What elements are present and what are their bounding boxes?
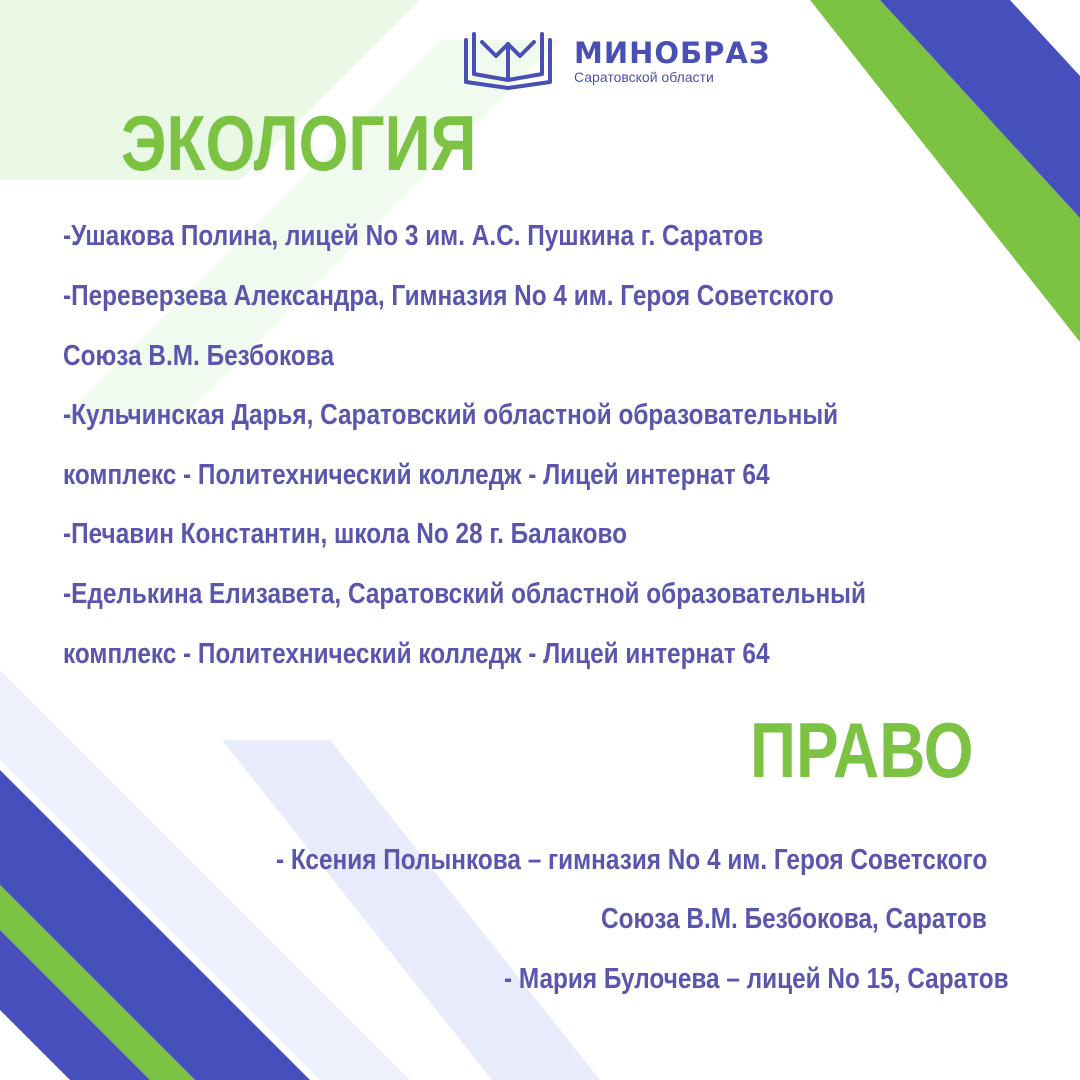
ecology-line: комплекс - Политехнический колледж - Лицей интернат 64 [63, 459, 770, 491]
law-heading: ПРАВО [750, 706, 974, 794]
ecology-line: -Еделькина Елизавета, Саратовский областной образовательный [63, 578, 866, 610]
ecology-line: -Ушакова Полина, лицей No 3 им. А.С. Пушкина г. Саратов [63, 220, 764, 252]
ecology-line: -Переверзева Александра, Гимназия No 4 им. Героя Советского [63, 280, 834, 312]
ecology-heading: ЭКОЛОГИЯ [121, 99, 477, 187]
ecology-line: комплекс - Политехнический колледж - Лицей интернат 64 [63, 638, 770, 670]
law-line: - Мария Булочева – лицей No 15, Саратов [504, 963, 1009, 995]
logo-subtitle: Саратовской области [574, 69, 714, 85]
law-line: - Ксения Полынкова – гимназия No 4 им. Героя Советского [276, 844, 988, 876]
ecology-line: Союза В.М. Безбокова [63, 340, 335, 372]
ecology-line: -Кульчинская Дарья, Саратовский областной образовательный [63, 399, 839, 431]
open-book-icon [462, 28, 558, 98]
law-line: Союза В.М. Безбокова, Саратов [601, 903, 987, 935]
logo-title: МИНОБРАЗ [574, 36, 771, 70]
ecology-line: -Печавин Константин, школа No 28 г. Балаково [63, 518, 627, 550]
ministry-logo [462, 28, 782, 98]
